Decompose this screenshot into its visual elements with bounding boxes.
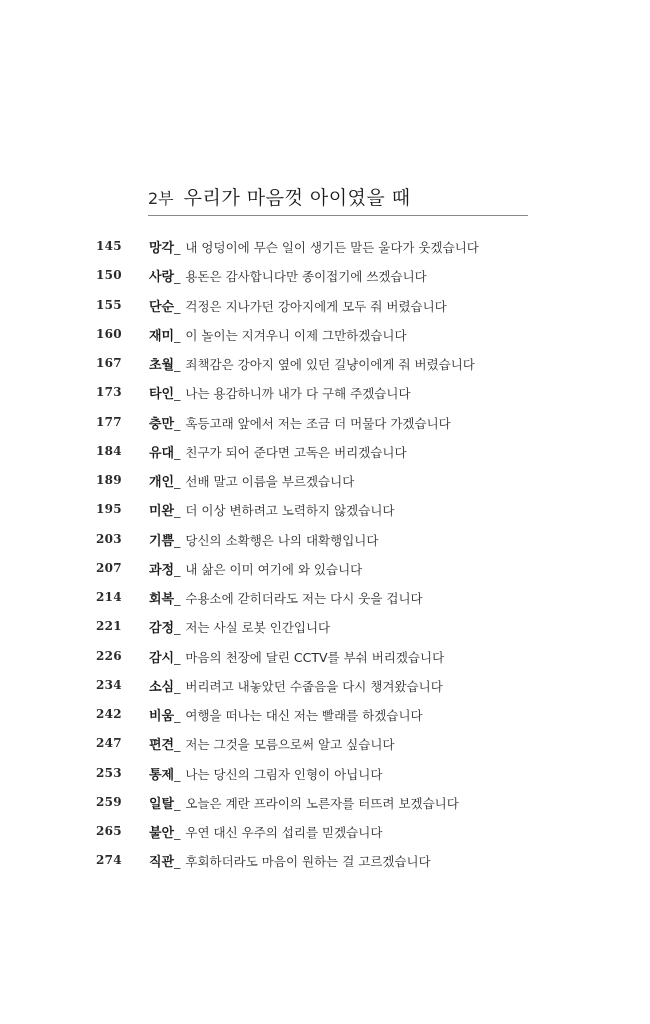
toc-keyword: 회복: [149, 592, 175, 607]
toc-entry-text: [149, 500, 394, 519]
toc-entry-text: [149, 705, 423, 724]
toc-entry: [0, 644, 650, 673]
toc-page-number: 221: [96, 619, 122, 634]
toc-separator: _: [174, 386, 181, 402]
toc-entry-text: [149, 442, 407, 461]
toc-separator: _: [174, 620, 181, 636]
toc-entry-text: [149, 413, 451, 432]
toc-title: 우연 대신 우주의 섭리를 믿겠습니다: [185, 825, 383, 840]
toc-keyword: 불안: [149, 826, 175, 841]
toc-entry-text: [149, 588, 423, 607]
toc-separator: _: [174, 532, 181, 548]
toc-keyword: 충만: [149, 416, 175, 432]
toc-title: 나는 용감하니까 내가 다 구해 주겠습니다: [185, 386, 411, 402]
toc-entry: [0, 410, 650, 439]
part-title: 우리가 마음껏 아이였을 때: [183, 187, 411, 209]
toc-entry-text: [149, 471, 354, 490]
toc-keyword: 초월: [149, 358, 175, 373]
toc-keyword: 일탈: [149, 796, 175, 812]
toc-title: 더 이상 변하려고 노력하지 않겠습니다: [185, 503, 395, 519]
toc-entry: [0, 527, 650, 556]
toc-title: 혹등고래 앞에서 저는 조금 더 머물다 가겠습니다: [185, 415, 451, 431]
toc-separator: _: [174, 474, 181, 489]
toc-entry: [0, 468, 650, 497]
toc-separator: _: [174, 825, 181, 840]
toc-title: 선배 말고 이름을 부르겠습니다: [185, 474, 355, 489]
toc-title: 걱정은 지나가던 강아지에게 모두 줘 버렸습니다: [185, 298, 447, 314]
toc-separator: _: [174, 678, 181, 694]
toc-entry: [0, 234, 650, 263]
toc-separator: _: [174, 298, 181, 314]
toc-entry: [0, 848, 650, 877]
toc-separator: _: [174, 854, 181, 870]
toc-page-number: 173: [96, 385, 122, 400]
part-label: 2부: [148, 189, 174, 208]
toc-entry-text: [149, 764, 382, 783]
part-heading: [148, 183, 528, 215]
toc-entry-text: [149, 734, 394, 753]
toc-keyword: 개인: [149, 475, 175, 490]
toc-entry-text: [149, 530, 378, 549]
toc-entry-text: [149, 617, 330, 636]
toc-entry-text: [149, 266, 427, 285]
toc-page-number: 145: [96, 239, 122, 253]
toc-keyword: 유대: [149, 445, 175, 461]
toc-entry-text: [149, 793, 459, 812]
toc-title: 저는 그것을 모름으로써 알고 싶습니다: [185, 737, 395, 753]
toc-keyword: 감시: [149, 650, 175, 666]
toc-entry: [0, 263, 650, 292]
toc-entry-text: [149, 237, 479, 256]
toc-separator: _: [174, 649, 181, 665]
toc-entry: [0, 819, 650, 848]
toc-page-number: 189: [96, 473, 122, 487]
toc-entry-text: [149, 559, 362, 578]
toc-separator: _: [174, 708, 181, 723]
toc-entry-text: [149, 325, 407, 344]
toc-keyword: 사랑: [149, 270, 175, 286]
toc-keyword: 편견: [149, 738, 175, 754]
toc-entry: [0, 673, 650, 702]
toc-title: 당신의 소확행은 나의 대확행입니다: [185, 532, 379, 548]
toc-separator: _: [174, 240, 181, 255]
toc-entry: [0, 556, 650, 585]
toc-keyword: 타인: [149, 387, 175, 403]
toc-page-number: 247: [96, 736, 122, 751]
toc-page-number: 274: [96, 853, 122, 868]
toc-entry: [0, 761, 650, 790]
toc-entry: [0, 497, 650, 526]
toc-entry-text: [149, 296, 447, 315]
toc-keyword: 단순: [149, 299, 175, 315]
toc-entry-text: [149, 851, 431, 870]
toc-page-number: 207: [96, 560, 122, 575]
toc-entry: [0, 351, 650, 380]
toc-entry: [0, 790, 650, 819]
toc-page-number: 242: [96, 707, 122, 721]
toc-separator: _: [174, 444, 181, 460]
toc-title: 내 엉덩이에 무슨 일이 생기든 말든 울다가 웃겠습니다: [185, 240, 479, 255]
toc-page-number: 150: [96, 268, 122, 283]
toc-title: 버리려고 내놓았던 수줍음을 다시 챙겨왔습니다: [185, 678, 443, 694]
toc-entry-text: [149, 647, 444, 666]
table-of-contents: [0, 234, 650, 878]
toc-title: 후회하더라도 마음이 원하는 걸 고르겠습니다: [185, 854, 431, 870]
toc-separator: _: [174, 795, 181, 811]
toc-title: 저는 사실 로봇 인간입니다: [185, 620, 331, 636]
toc-keyword: 비움: [149, 709, 175, 724]
toc-entry: [0, 293, 650, 322]
toc-page-number: 155: [96, 297, 122, 312]
toc-title: 나는 당신의 그림자 인형이 아닙니다: [185, 766, 383, 782]
toc-title: 오늘은 계란 프라이의 노른자를 터뜨려 보겠습니다: [185, 795, 459, 811]
heading-divider: [148, 215, 528, 216]
toc-page-number: 226: [96, 648, 122, 663]
toc-title: 이 놀이는 지겨우니 이제 그만하겠습니다: [185, 327, 407, 343]
toc-entry: [0, 614, 650, 643]
toc-page-number: 253: [96, 765, 122, 780]
toc-page-number: 214: [96, 590, 122, 604]
toc-keyword: 미완: [149, 504, 175, 520]
toc-entry: [0, 585, 650, 614]
toc-page-number: 265: [96, 824, 122, 838]
toc-keyword: 직관: [149, 855, 175, 871]
toc-page-number: 160: [96, 326, 122, 341]
toc-entry: [0, 702, 650, 731]
toc-title: 용돈은 감사합니다만 종이접기에 쓰겠습니다: [185, 269, 427, 285]
toc-separator: _: [174, 561, 181, 577]
toc-entry: [0, 380, 650, 409]
toc-keyword: 망각: [149, 241, 175, 256]
toc-separator: _: [174, 591, 181, 606]
toc-title: 마음의 천장에 달린 CCTV를 부숴 버리겠습니다: [185, 649, 445, 665]
toc-page-number: 195: [96, 502, 122, 517]
toc-title: 여행을 떠나는 대신 저는 빨래를 하겠습니다: [185, 708, 423, 723]
toc-title: 내 삶은 이미 여기에 와 있습니다: [185, 561, 363, 577]
toc-separator: _: [174, 766, 181, 782]
toc-keyword: 과정: [149, 562, 175, 578]
toc-keyword: 통제: [149, 767, 175, 783]
toc-page-number: 234: [96, 677, 122, 692]
toc-separator: _: [174, 503, 181, 519]
toc-separator: _: [174, 415, 181, 431]
toc-page-number: 259: [96, 794, 122, 809]
toc-keyword: 기쁨: [149, 533, 175, 549]
toc-title: 친구가 되어 준다면 고독은 버리겠습니다: [185, 444, 407, 460]
toc-page-number: 184: [96, 443, 122, 458]
toc-entry-text: [149, 383, 411, 402]
toc-separator: _: [174, 269, 181, 285]
toc-title: 수용소에 갇히더라도 저는 다시 웃을 겁니다: [185, 591, 423, 606]
toc-page-number: 167: [96, 356, 122, 370]
toc-entry: [0, 322, 650, 351]
toc-separator: _: [174, 737, 181, 753]
toc-title: 죄책감은 강아지 옆에 있던 길냥이에게 줘 버렸습니다: [185, 357, 475, 372]
toc-separator: _: [174, 357, 181, 372]
toc-entry: [0, 731, 650, 760]
toc-entry: [0, 439, 650, 468]
toc-entry-text: [149, 354, 475, 373]
toc-entry-text: [149, 822, 382, 841]
toc-page-number: 177: [96, 414, 122, 429]
toc-page-number: 203: [96, 531, 122, 546]
toc-separator: _: [174, 327, 181, 343]
toc-keyword: 소심: [149, 679, 175, 695]
toc-keyword: 재미: [149, 328, 175, 344]
toc-keyword: 감정: [149, 621, 175, 637]
toc-entry-text: [149, 676, 443, 695]
